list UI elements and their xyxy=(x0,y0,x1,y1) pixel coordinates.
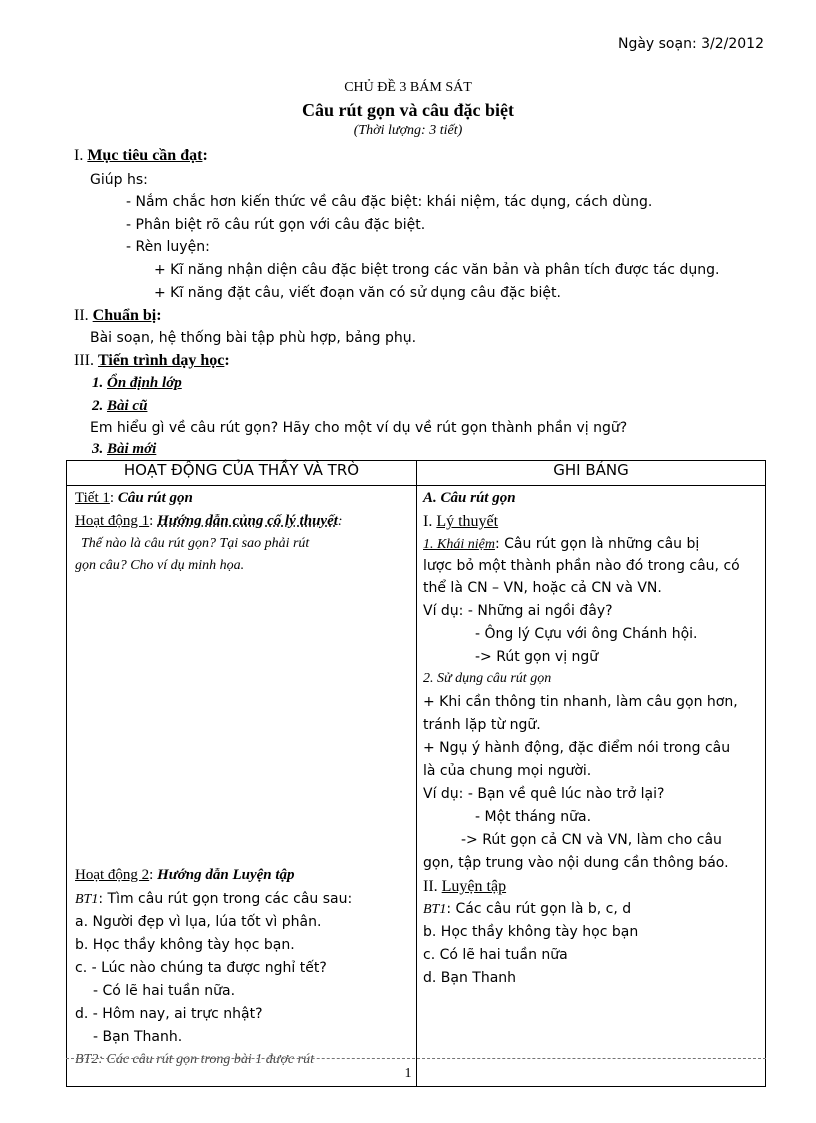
duration-note: (Thời lượng: 3 tiết) xyxy=(353,123,463,138)
period-label: Tiết 1 xyxy=(75,490,110,506)
preparation-text: Bài soạn, hệ thống bài tập phù hợp, bảng phụ. xyxy=(90,330,417,346)
objective-subitem: + Kĩ năng nhận diện câu đặc biệt trong các văn bản và phân tích được tác dụng. xyxy=(154,262,720,278)
example-line: gọn, tập trung vào nội dung cần thông báo. xyxy=(423,855,729,871)
activity-title: Hướng dẫn Luyện tập xyxy=(157,867,295,883)
exercise-text: : Các câu rút gọn là b, c, d xyxy=(446,901,632,917)
objective-item: - Phân biệt rõ câu rút gọn với câu đặc biệt. xyxy=(126,217,426,233)
exercise-option: a. Người đẹp vì lụa, lúa tốt vì phân. xyxy=(75,914,322,930)
topic-heading: CHỦ ĐỀ 3 BÁM SÁT xyxy=(344,80,472,95)
usage-line: + Khi cần thông tin nhanh, làm câu gọn hơn, xyxy=(423,694,738,710)
label-colon: : xyxy=(337,514,343,529)
subsection-title: Bài mới xyxy=(107,441,157,457)
section-objectives-heading xyxy=(74,147,208,165)
usage-line: + Ngụ ý hành động, đặc điểm nói trong câu xyxy=(423,740,731,756)
section-number: I. xyxy=(74,147,88,164)
definition-label: 1. Khái niệm xyxy=(423,537,495,552)
exercise-label: BT1 xyxy=(75,892,99,907)
exercise-option: d. - Hôm nay, ai trực nhật? xyxy=(75,1006,263,1022)
heading-colon: : xyxy=(202,147,208,164)
subsection-old-lesson xyxy=(92,398,147,415)
subsection-stabilize xyxy=(92,375,182,392)
board-cell xyxy=(417,486,766,1087)
section-number: II. xyxy=(74,307,93,324)
old-lesson-question: Em hiểu gì về câu rút gọn? Hãy cho một ví dụ về rút gọn thành phần vị ngữ? xyxy=(90,420,628,436)
subsection-number: 3. xyxy=(92,441,107,457)
example-line: - Ông lý Cựu với ông Chánh hội. xyxy=(475,626,698,642)
section-number: II. xyxy=(423,878,442,895)
activity-1-question: gọn câu? Cho ví dụ minh họa. xyxy=(75,558,245,573)
page-break-divider xyxy=(66,1058,766,1059)
section-number: I. xyxy=(423,513,437,530)
answer-line xyxy=(423,901,631,918)
header-label: GHI BẢNG xyxy=(553,461,629,479)
activity-1-heading xyxy=(75,513,343,530)
exercise-option: c. - Lúc nào chúng ta được nghỉ tết? xyxy=(75,960,327,976)
period-title: Câu rút gọn xyxy=(117,490,193,506)
date-prepared: Ngày soạn: 3/2/2012 xyxy=(617,36,764,52)
definition-line: lược bỏ một thành phần nào đó trong câu, có xyxy=(423,558,740,574)
definition-line xyxy=(423,536,699,553)
subsection-number: 1. xyxy=(92,375,107,391)
objective-subitem: + Kĩ năng đặt câu, viết đoạn văn có sử dụng câu đặc biệt. xyxy=(154,285,561,301)
activity-title: Hướng dẫn củng cố lý thuyết xyxy=(157,513,338,529)
section-process-heading xyxy=(74,352,230,370)
page-title: Câu rút gọn và câu đặc biệt xyxy=(301,100,514,120)
exercise-text: : Tìm câu rút gọn trong các câu sau: xyxy=(98,891,353,907)
definition-text: : Câu rút gọn là những câu bị xyxy=(494,536,700,552)
lesson-period xyxy=(75,490,193,507)
label-colon: : xyxy=(149,513,158,529)
answer-line: d. Bạn Thanh xyxy=(423,970,517,986)
answer-line: b. Học thầy không tày học bạn xyxy=(423,924,639,940)
col-header-board xyxy=(417,461,766,486)
exercise-2-prompt: BT2: Các câu rút gọn trong bài 1 được rút xyxy=(75,1052,314,1067)
page-number: 1 xyxy=(404,1066,412,1081)
usage-line: tránh lặp từ ngữ. xyxy=(423,717,541,733)
lesson-table xyxy=(66,460,766,1087)
label-colon: : xyxy=(109,490,118,506)
section-title: Tiến trình dạy học xyxy=(97,352,225,369)
answer-line: c. Có lẽ hai tuần nữa xyxy=(423,947,568,963)
subsection-title: Bài cũ xyxy=(107,398,148,414)
objectives-intro: Giúp hs: xyxy=(90,172,148,188)
activity-2-heading xyxy=(75,867,295,884)
section-title: Luyện tập xyxy=(441,878,507,895)
definition-line: thể là CN – VN, hoặc cả CN và VN. xyxy=(423,580,662,596)
exercise-option: - Có lẽ hai tuần nữa. xyxy=(93,983,236,999)
heading-colon: : xyxy=(224,352,230,369)
exercise-option: - Bạn Thanh. xyxy=(93,1029,183,1045)
section-title: Chuẩn bị xyxy=(92,307,157,324)
section-title: Lý thuyết xyxy=(436,513,499,530)
board-theory-heading xyxy=(423,513,498,531)
objective-item: - Rèn luyện: xyxy=(126,239,210,255)
exercise-label: BT1 xyxy=(423,902,447,917)
activity-label: Hoạt động 2 xyxy=(75,867,150,883)
label-colon: : xyxy=(149,867,158,883)
subsection-new-lesson xyxy=(92,441,156,458)
example-line: -> Rút gọn vị ngữ xyxy=(475,649,599,665)
activity-1-question: Thế nào là câu rút gọn? Tại sao phải rút xyxy=(81,536,310,551)
usage-line: là của chung mọi người. xyxy=(423,763,592,779)
subsection-title: Ổn định lớp xyxy=(107,375,182,391)
board-practice-heading xyxy=(423,878,506,896)
activities-cell xyxy=(67,486,417,1087)
heading-colon: : xyxy=(156,307,162,324)
example-line: - Một tháng nữa. xyxy=(475,809,592,825)
example-line: -> Rút gọn cả CN và VN, làm cho câu xyxy=(461,832,722,848)
exercise-1-prompt xyxy=(75,891,352,908)
subsection-number: 2. xyxy=(92,398,107,414)
example-line: Ví dụ: - Bạn về quê lúc nào trở lại? xyxy=(423,786,665,802)
col-header-activities xyxy=(67,461,417,486)
board-part-a: A. Câu rút gọn xyxy=(423,490,516,506)
example-line: Ví dụ: - Những ai ngồi đây? xyxy=(423,603,613,619)
activity-label: Hoạt động 1 xyxy=(75,513,150,529)
section-number: III. xyxy=(74,352,98,369)
section-preparation-heading xyxy=(74,307,162,325)
usage-heading: 2. Sử dụng câu rút gọn xyxy=(423,671,552,686)
objective-item: - Nắm chắc hơn kiến thức về câu đặc biệt: khái niệm, tác dụng, cách dùng. xyxy=(126,194,653,210)
exercise-option: b. Học thầy không tày học bạn. xyxy=(75,937,295,953)
header-label: HOẠT ĐỘNG CỦA THẦY VÀ TRÒ xyxy=(123,461,360,479)
section-title: Mục tiêu cần đạt xyxy=(87,147,203,164)
